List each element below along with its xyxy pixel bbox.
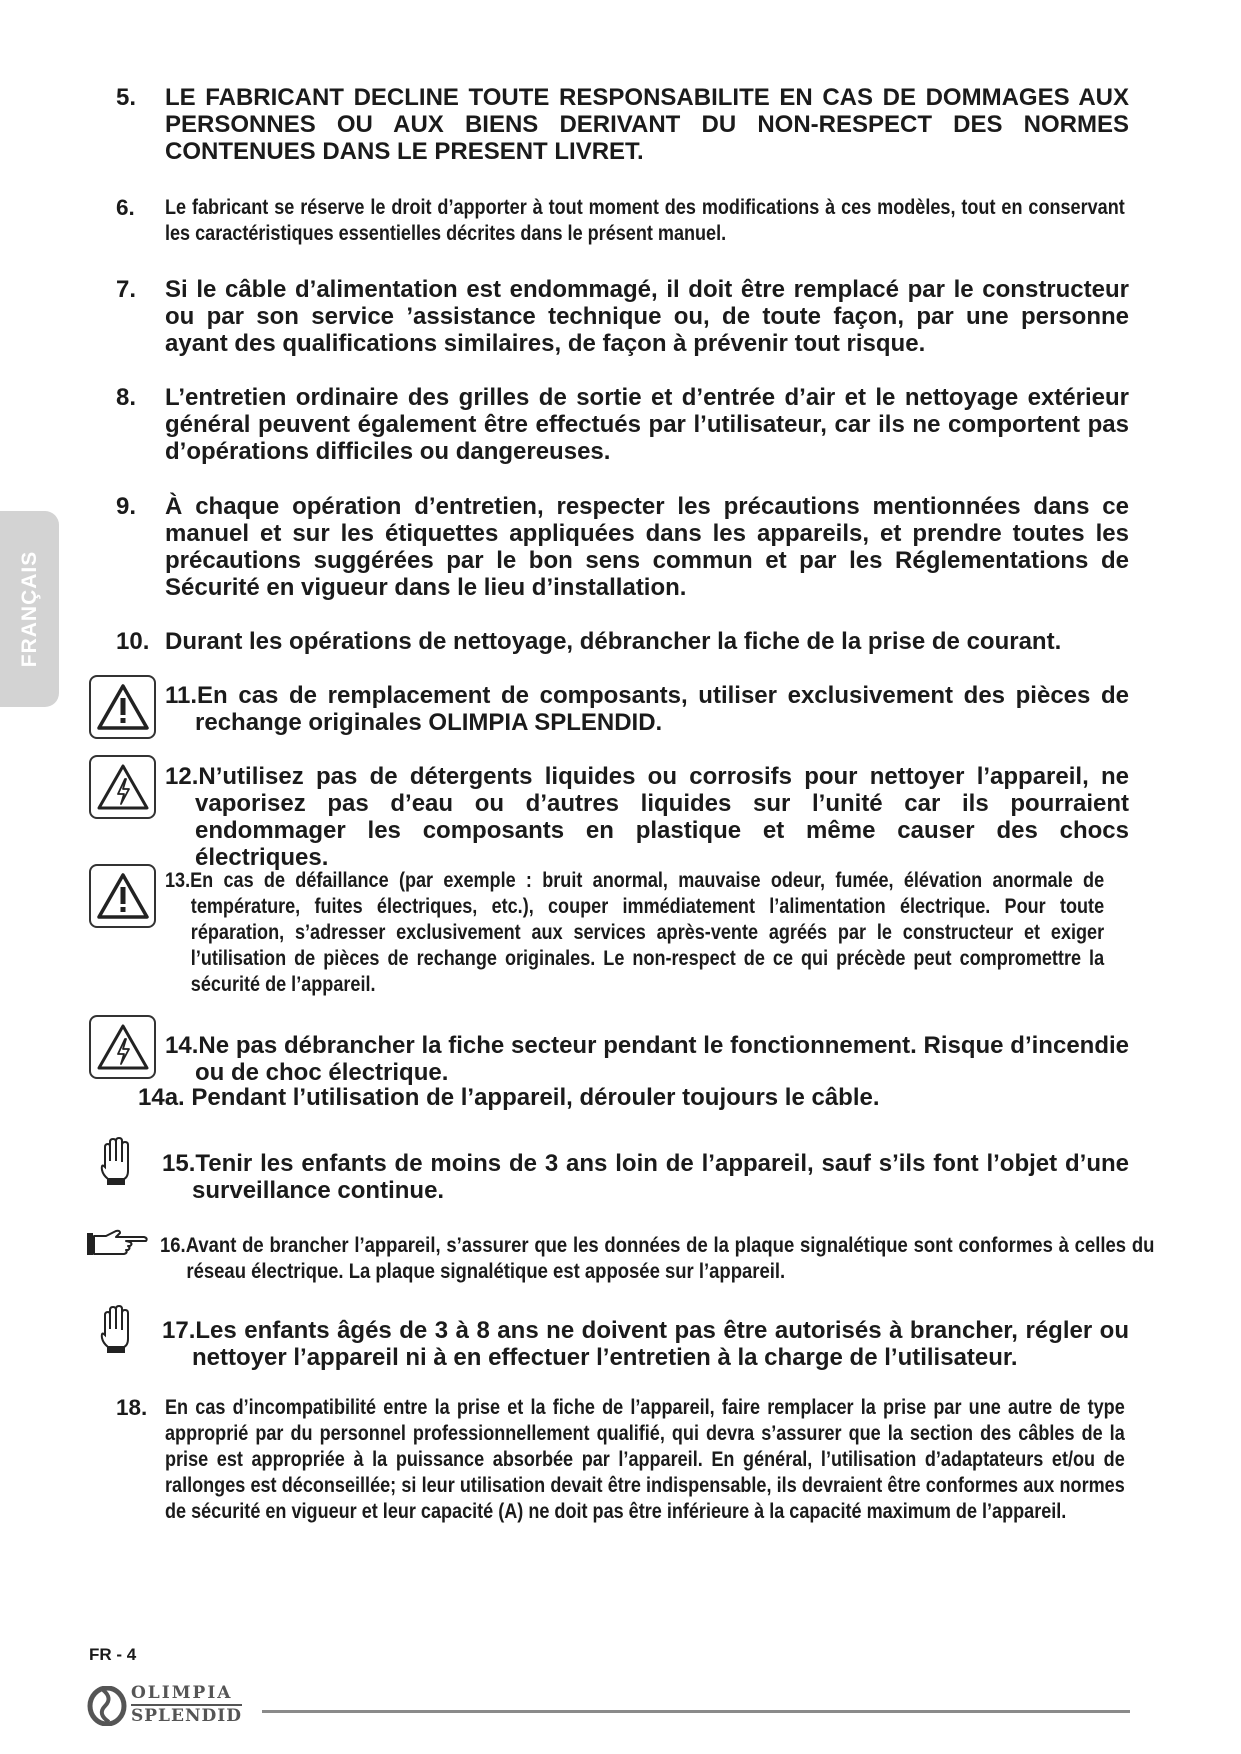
list-item-12 <box>165 763 1129 871</box>
electric-hazard-icon <box>89 1015 156 1079</box>
item-number: 16. <box>160 1234 186 1257</box>
item-number: 14a. <box>138 1084 185 1111</box>
brand-logo <box>87 1680 257 1732</box>
glove-icon <box>98 1305 132 1355</box>
pointing-hand-icon <box>86 1228 150 1258</box>
item-text: En cas d’incompatibilité entre la prise et la fiche de l’appareil, faire remplacer la prise par une autre de type approprié par du personnel professionnellement qualifié, qui devra s’assurer que la section des câbles de la prise est appropriée à la puissance absorbée par l’appareil. En général, l’utilisation d’adaptateurs et/ou de rallonges est déconseillée; si leur utilisation devait être indispensable, ils devraient être conformes aux normes de sécurité en vigueur et leur capacité (A) ne doit pas être inférieure à la capacité maximum de l’appareil. <box>165 1396 1125 1523</box>
item-number: 12. <box>165 763 199 790</box>
item-text: Le fabricant se réserve le droit d’apporter à tout moment des modifications à ces modèles, tout en conservant les caractéristiques essentielles décrites dans le présent manuel. <box>165 196 1125 245</box>
item-text: À chaque opération d’entretien, respecter les précautions mentionnées dans ce manuel et sur les étiquettes appliquées dans les appareils, et prendre toutes les précautions suggérées par le bon sens commun et par les Réglementations de Sécurité en vigueur dans le lieu d’installation. <box>165 493 1129 601</box>
item-number: 14. <box>165 1032 199 1059</box>
list-item-14 <box>165 1032 1129 1086</box>
list-item-10 <box>116 628 1129 655</box>
logo-line1: OLIMPIA <box>131 1682 242 1706</box>
item-number: 11. <box>165 682 198 709</box>
item-text: Avant de brancher l’appareil, s’assurer que les données de la plaque signalétique sont conformes à celles du réseau électrique. La plaque signalétique est apposée sur l’appareil. <box>185 1234 1155 1283</box>
item-text: Pendant l’utilisation de l’appareil, dérouler toujours le câble. <box>191 1084 880 1111</box>
language-tab-label: FRANÇAIS <box>17 550 41 668</box>
list-item-6 <box>116 195 1129 247</box>
item-number: 13. <box>165 869 191 892</box>
electric-hazard-icon <box>89 755 156 819</box>
item-number: 15. <box>162 1150 196 1177</box>
list-item-11 <box>165 682 1129 736</box>
list-item-16 <box>160 1233 1155 1285</box>
item-number: 9. <box>116 493 137 520</box>
list-item-9 <box>116 493 1129 601</box>
item-number: 7. <box>116 276 137 303</box>
list-item-15 <box>162 1150 1129 1204</box>
item-number: 10. <box>116 628 150 655</box>
item-number: 17. <box>162 1317 196 1344</box>
warning-triangle-icon <box>89 675 156 739</box>
olimpia-logo-icon <box>87 1686 127 1726</box>
item-text: En cas de remplacement de composants, utiliser exclusivement des pièces de rechange originales OLIMPIA SPLENDID. <box>195 682 1129 736</box>
item-number: 5. <box>116 84 137 111</box>
language-tab <box>0 511 59 707</box>
list-item-18 <box>116 1395 1129 1525</box>
item-number: 8. <box>116 384 137 411</box>
item-number: 6. <box>116 195 135 220</box>
item-text: En cas de défaillance (par exemple : bruit anormal, mauvaise odeur, fumée, élévation anormale de température, fuites électriques, etc.), couper immédiatement l’alimentation électrique. Pour toute réparation, s’adresser exclusivement aux services après-vente agréés par le constructeur et exiger l’utilisation de pièces de rechange originales. Le non-respect de ce qui précède peut compromettre la sécurité de l’appareil. <box>190 869 1105 996</box>
item-text: L’entretien ordinaire des grilles de sortie et d’entrée d’air et le nettoyage extérieur général peuvent également être effectués par l’utilisateur, car ils ne comportent pas d’opérations difficiles ou dangereuses. <box>165 384 1129 465</box>
warning-triangle-icon <box>89 864 156 928</box>
list-item-7 <box>116 276 1129 357</box>
item-text: Tenir les enfants de moins de 3 ans loin de l’appareil, sauf s’ils font l’objet d’une surveillance continue. <box>192 1150 1129 1204</box>
glove-icon <box>98 1137 132 1187</box>
item-number: 18. <box>116 1395 148 1420</box>
list-item-17 <box>162 1317 1129 1371</box>
item-text: Les enfants âgés de 3 à 8 ans ne doivent pas être autorisés à brancher, régler ou nettoyer l’appareil ni à en effectuer l’entretien à la charge de l’utilisateur. <box>192 1317 1129 1371</box>
list-item-8 <box>116 384 1129 465</box>
logo-line2: SPLENDID <box>131 1706 242 1726</box>
item-text: N’utilisez pas de détergents liquides ou corrosifs pour nettoyer l’appareil, ne vaporisez pas d’eau ou d’autres liquides sur l’unité car ils pourraient endommager les composants en plastique et même causer des chocs électriques. <box>195 763 1129 871</box>
item-text: Durant les opérations de nettoyage, débrancher la fiche de la prise de courant. <box>165 628 1062 655</box>
item-text: Si le câble d’alimentation est endommagé, il doit être remplacé par le constructeur ou par son service ’assistance technique ou, de toute façon, par une personne ayant des qualifications similaires, de façon à prévenir tout risque. <box>165 276 1129 357</box>
list-item-13 <box>165 868 1129 998</box>
item-text: Ne pas débrancher la fiche secteur pendant le fonctionnement. Risque d’incendie ou de choc électrique. <box>195 1032 1129 1086</box>
page-number: FR - 4 <box>89 1645 137 1664</box>
list-item-14a <box>138 1084 1128 1111</box>
item-text: LE FABRICANT DECLINE TOUTE RESPONSABILITE EN CAS DE DOMMAGES AUX PERSONNES OU AUX BIENS DERIVANT DU NON-RESPECT DES NORMES CONTENUES DANS LE PRESENT LIVRET. <box>165 84 1129 165</box>
footer-rule <box>262 1710 1130 1713</box>
list-item-5 <box>116 84 1129 165</box>
